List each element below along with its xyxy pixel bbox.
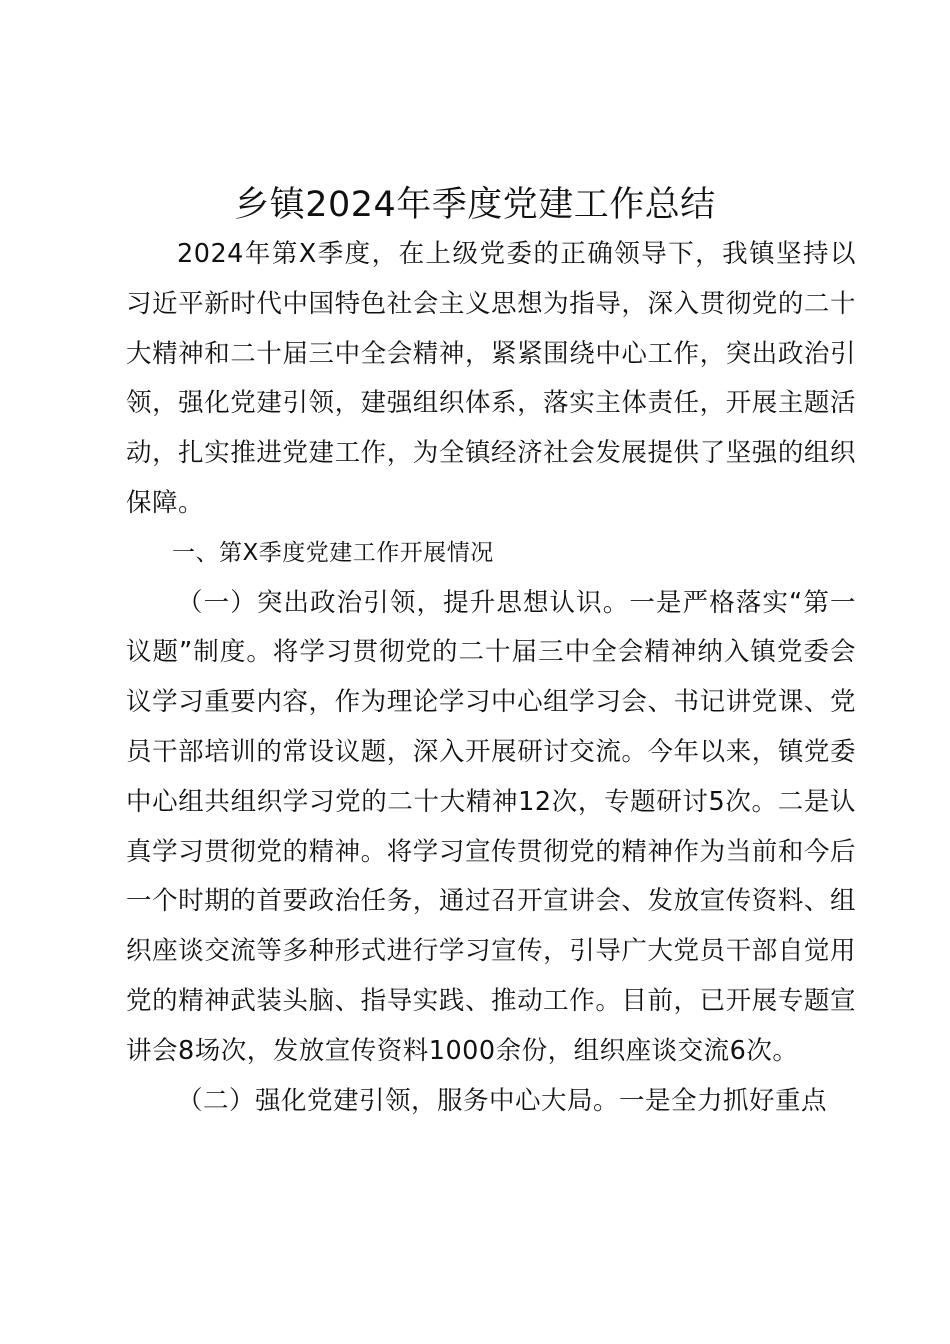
document-title: 乡镇2024年季度党建工作总结	[234, 185, 716, 225]
subsection-paragraph-2: （二）强化党建引领，服务中心大局。一是全力抓好重点	[177, 1085, 828, 1116]
document-body	[126, 230, 856, 1126]
section-heading: 一、第X季度党建工作开展情况	[172, 539, 494, 566]
intro-paragraph: 2024年第X季度，在上级党委的正确领导下，我镇坚持以习近平新时代中国特色社会主义思想为指导，深入贯彻党的二十大精神和二十届三中全会精神，紧紧围绕中心工作，突出政治引领，强化党建引领，建强组织体系，落实主体责任，开展主题活动，扎实推进党建工作，为全镇经济社会发展提供了坚强的组织保障。	[126, 239, 856, 518]
subsection-paragraph-1: （一）突出政治引领，提升思想认识。一是严格落实“第一议题”制度。将学习贯彻党的二十届三中全会精神纳入镇党委会议学习重要内容，作为理论学习中心组学习会、书记讲党课、党员干部培训的常设议题，深入开展研讨交流。今年以来，镇党委中心组共组织学习党的二十大精神12次，专题研讨5次。二是认真学习贯彻党的精神。将学习宣传贯彻党的精神作为当前和今后一个时期的首要政治任务，通过召开宣讲会、发放宣传资料、组织座谈交流等多种形式进行学习宣传，引导广大党员干部自觉用党的精神武装头脑、指导实践、推动工作。目前，已开展专题宣讲会8场次，发放宣传资料1000余份，组织座谈交流6次。	[126, 587, 856, 1066]
